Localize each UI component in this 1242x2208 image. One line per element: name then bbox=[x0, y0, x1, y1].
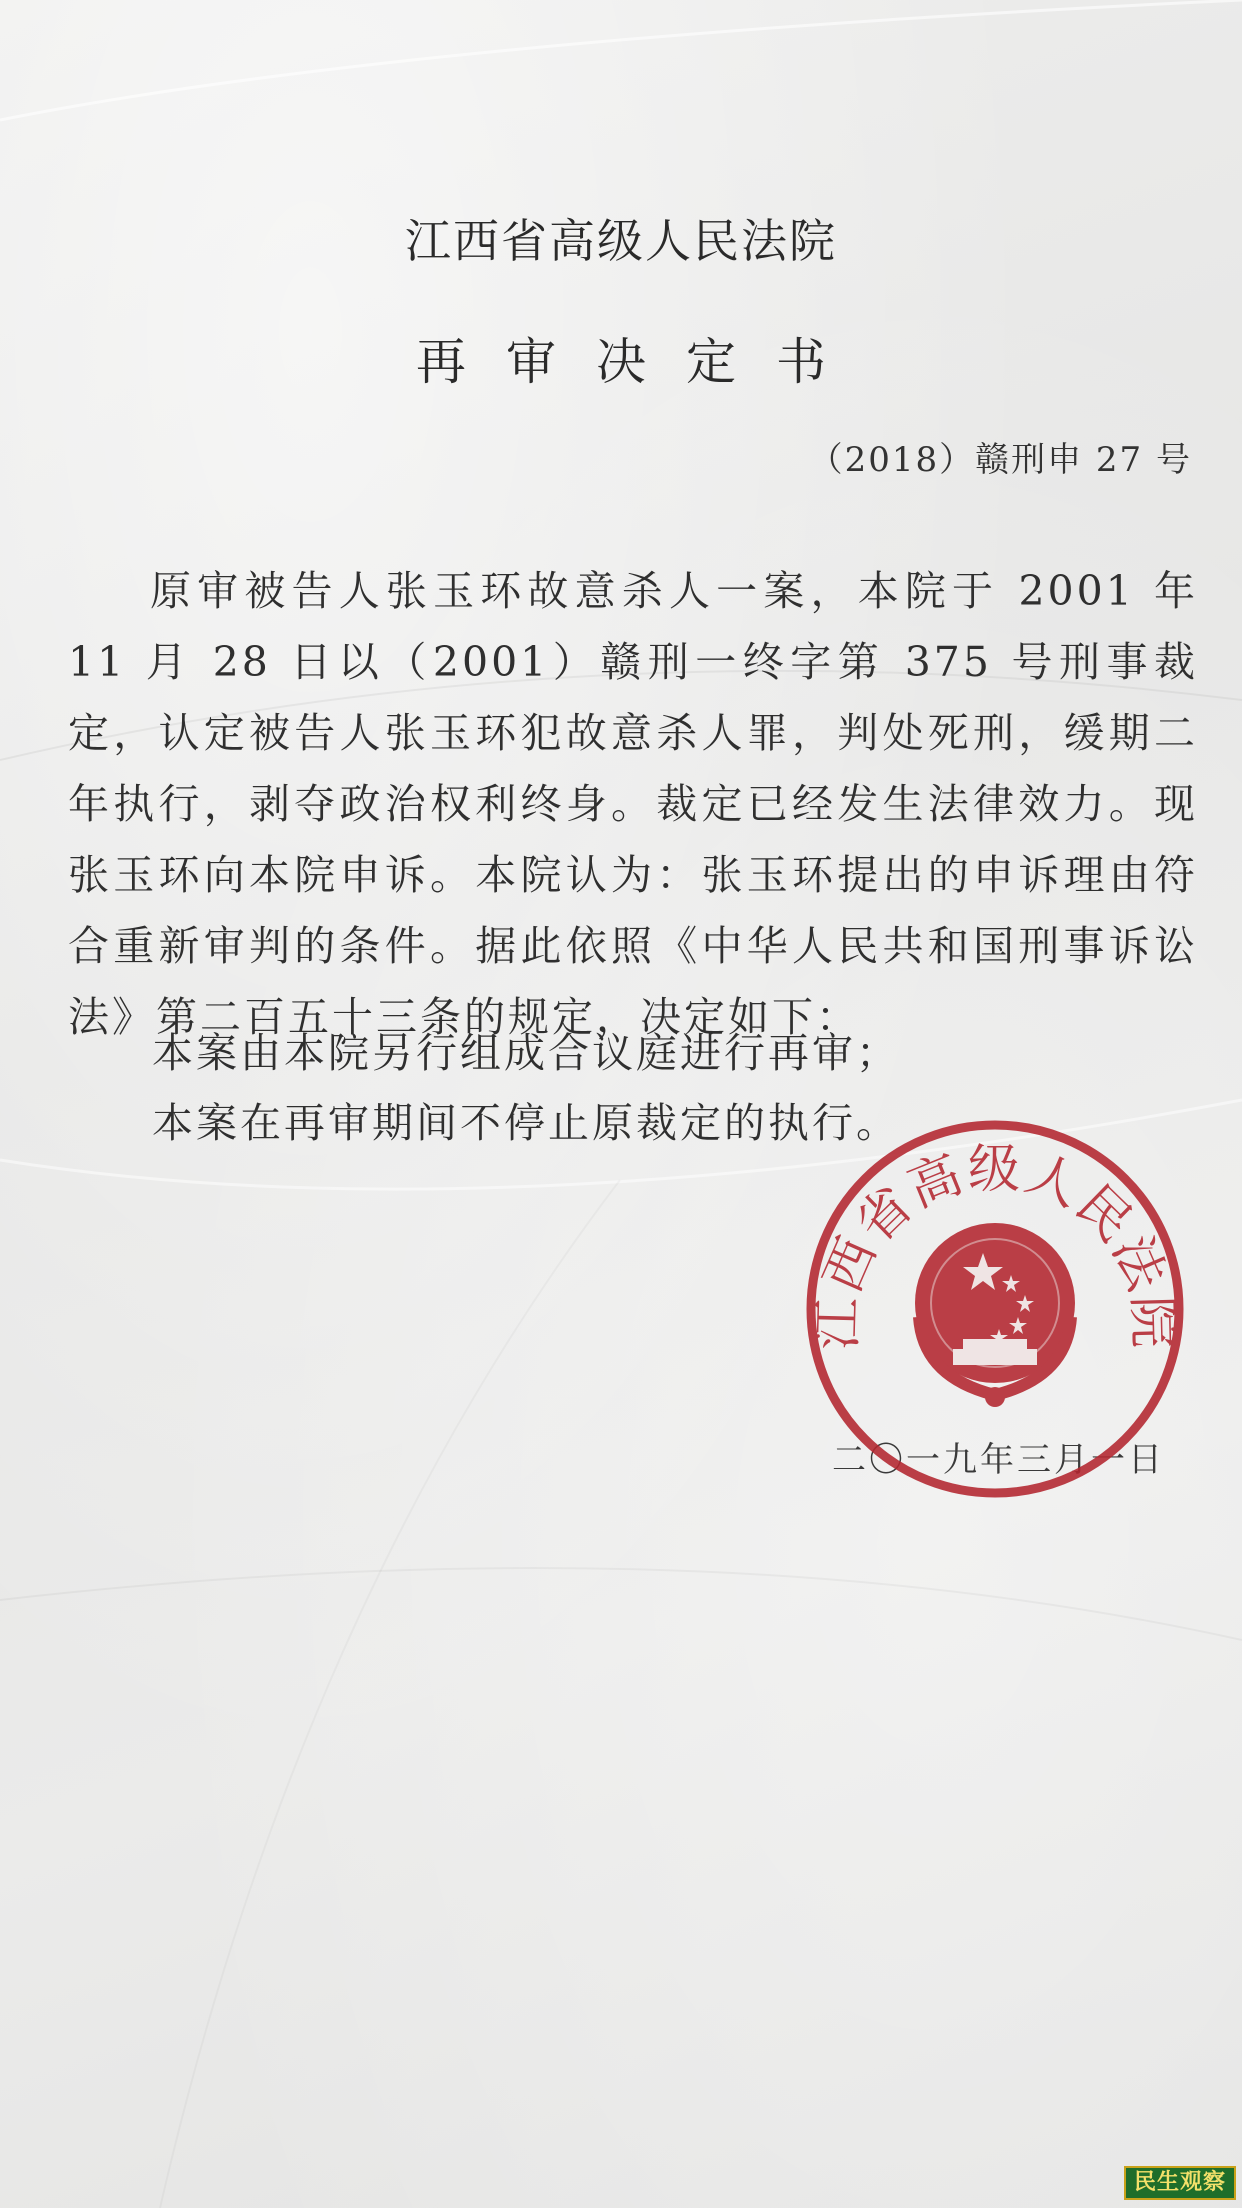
decision-item-1: 本案由本院另行组成合议庭进行再审； bbox=[152, 1029, 900, 1077]
decision-item-2: 本案在再审期间不停止原裁定的执行。 bbox=[152, 1099, 900, 1147]
seal-text: 江西省高级人民法院 bbox=[807, 1140, 1183, 1351]
body-paragraph: 原审被告人张玉环故意杀人一案，本院于 2001 年 11 月 28 日以（2001）赣刑一终字第 375 号刑事裁定，认定被告人张玉环犯故意杀人罪，判处死刑，缓期二年执行，剥夺政治权利终身。裁定已经发生法律效力。现张玉环向本院申诉。本院认为：张玉环提出的申诉理由符合重新审判的条件。据此依照《中华人民共和国刑事诉讼法》第二百五十三条的规定，决定如下： bbox=[68, 567, 1198, 1041]
national-emblem-icon bbox=[915, 1223, 1075, 1407]
court-seal bbox=[803, 1117, 1187, 1501]
issue-date: 二〇一九年三月一日 bbox=[832, 1440, 1165, 1480]
document-title: 再审决定书 bbox=[416, 333, 866, 391]
court-name-heading: 江西省高级人民法院 bbox=[405, 214, 837, 268]
case-number: （2018）赣刑申 27 号 bbox=[808, 440, 1192, 480]
watermark-logo: 民生观察 bbox=[1124, 2166, 1236, 2200]
